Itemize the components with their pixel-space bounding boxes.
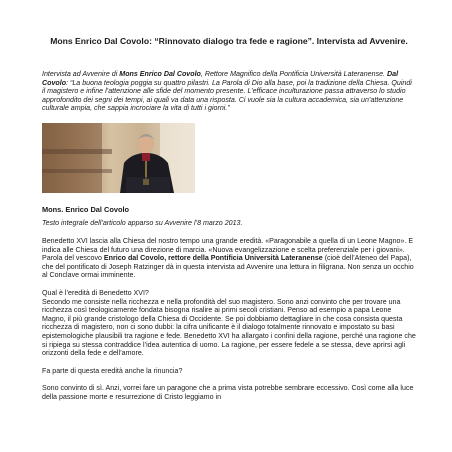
- article-title: Mons Enrico Dal Covolo: “Rinnovato dialogo tra fede e ragione”. Intervista ad Avvenire.: [50, 36, 408, 46]
- answer-1: Secondo me consiste nella ricchezza e nella profondità del suo magistero. Sono anzi convinto che per trovare una ricchezza così teologicamente fondata bisogna risalire ai primi secoli cristiani. Penso ad esempio a papa Leone Magno, il più grande cristologo della Chiesa di Occidente. Se poi dobbiamo dettagliare in che cosa consista questa ricchezza di magistero, non ci sono dubbi: la cifra unificante è il dialogo totalmente rinnovato e impostato su basi epistemologiche plausibili tra ragione e fede. Benedetto XVI ha allargato i confini della ragione, perché una ragione che si ripiega su stessa contraddice l’idea autentica di uomo. La ragione, per essere fedele a se stessa, deve aprirsi agli orizzonti della fede e dell’amore.: [42, 297, 416, 358]
- body-paragraph-1: [42, 237, 416, 280]
- photo-caption: Mons. Enrico Dal Covolo: [42, 204, 130, 214]
- para1-text-1: Benedetto XVI lascia alla Chiesa del nostro tempo una grande eredità. «Paragonabile a quella di un Leone Magno». E indica alle Chiesa del futuro una direzione di marcia. «Nuova evangelizzazione e scelta preferenziale per i giovani». Parola del vescovo: [42, 236, 414, 263]
- para1-text-2: (cioè dell’Ateneo del Papa), che del pontificato di Joseph Ratzinger dà in questa intervista ad Avvenire una lettura in filigrana. Non senza un occhio al Conclave ormai imminente.: [42, 254, 414, 280]
- portrait-photo: [42, 123, 195, 193]
- source-note: Testo integrale dell’articolo apparso su Avvenire l’8 marzo 2013.: [42, 218, 243, 227]
- portrait-illustration: [42, 123, 195, 193]
- question-1: Qual è l’eredità di Benedetto XVI?: [42, 288, 149, 297]
- article-intro: [42, 70, 416, 113]
- intro-text-1: Intervista ad Avvenire di: [42, 70, 120, 78]
- intro-bold-1: Mons Enrico Dal Covolo: [119, 70, 201, 78]
- intro-text-3: : “La buona teologia poggia su quattro pilastri. La Parola di Dio alla base, poi la tradizione della Chiesa. Quindi il magistero e infine l’attenzione alle sfide del momento presente. L’efficace inculturazione passa attraverso lo studio approfondito dei segni dei tempi, ai quali va data una risposta. Ci vuole sia la cultura accademica, sia un’attenzione culturale ampia, che sappia incrociare la vita di tutti i giorni.”: [42, 78, 412, 113]
- intro-text-2: , Rettore Magnifico della Pontificia Università Lateranense.: [200, 70, 388, 78]
- question-2: Fa parte di questa eredità anche la rinuncia?: [42, 366, 183, 375]
- answer-2: Sono convinto di sì. Anzi, vorrei fare un paragone che a prima vista potrebbe sembrare eccessivo. Così come alla luce della passione morte e resurrezione di Cristo leggiamo in: [42, 384, 414, 401]
- para1-bold: Enrico dal Covolo, rettore della Pontificia Università Lateranense: [103, 254, 323, 263]
- intro-bold-2: Dal Covolo: [42, 70, 399, 87]
